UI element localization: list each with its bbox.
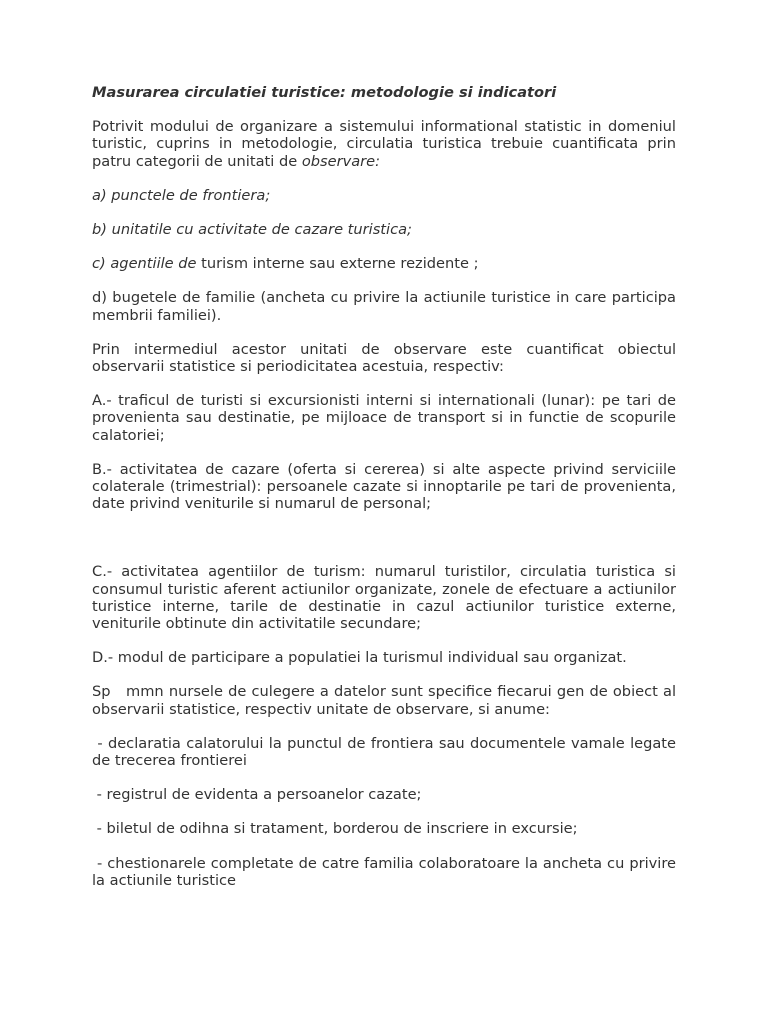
point-b: B.- activitatea de cazare (oferta si cererea) si alte aspecte privind serviciile colaterale (trimestrial): persoanele cazate si innoptarile pe tari de provenienta, date privind veniturile si numarul de personal; [92, 460, 676, 513]
source-item-3: - biletul de odihna si tratament, borderou de inscriere in excursie; [92, 820, 578, 838]
item-c-rest: turism interne sau externe rezidente ; [196, 255, 479, 273]
sources-intro: Sp mmn nursele de culegere a datelor sunt specifice fiecarui gen de obiect al observarii statistice, respectiv unitate de observare, si anume: [92, 683, 681, 718]
item-c-italic: c) agentiile de [92, 255, 197, 273]
item-a: a) punctele de frontiera; [92, 186, 271, 204]
document-title: Masurarea circulatiei turistice: metodologie si indicatori [92, 84, 557, 101]
item-c [92, 255, 676, 272]
blank-gap [92, 529, 676, 563]
point-d: D.- modul de participare a populatiei la turismul individual sau organizat. [92, 649, 627, 667]
observation-paragraph: Prin intermediul acestor unitati de observare este cuantificat obiectul observarii statistice si periodicitatea acestuia, respectiv: [92, 340, 676, 376]
source-item-4: - chestionarele completate de catre familia colaboratoare la ancheta cu privire la actiunile turistice [92, 854, 681, 889]
source-item-1: - declaratia calatorului la punctul de frontiera sau documentele vamale legate de trecerea frontierei [92, 734, 681, 770]
item-b: b) unitatile cu activitate de cazare turistica; [92, 221, 412, 239]
point-a: A.- traficul de turisti si excursionisti interni si internationali (lunar): pe tari de provenienta sau destinatie, pe mijloace de transport si in functie de scopurile calatoriei; [92, 392, 676, 444]
intro-paragraph [92, 118, 676, 170]
document-page [92, 84, 681, 906]
item-d: d) bugetele de familie (ancheta cu privire la actiunile turistice in care participa membrii familiei). [92, 289, 676, 324]
point-c: C.- activitatea agentiilor de turism: numarul turistilor, circulatia turistica si consumul turistic aferent actiunilor organizate, zonele de efectuare a actiunilor turistice interne, tarile de destinatie in cazul actiunilor turistice externe, veniturile obtinute din activitatile secundare; [92, 563, 676, 633]
intro-text: Potrivit modului de organizare a sistemului informational statistic in domeniul turistic, cuprins in metodologie, circulatia turistica trebuie cuantificata prin patru categorii de unitati de [92, 118, 676, 170]
intro-italic-end: observare: [301, 152, 381, 170]
source-item-2: - registrul de evidenta a persoanelor cazate; [92, 786, 422, 804]
